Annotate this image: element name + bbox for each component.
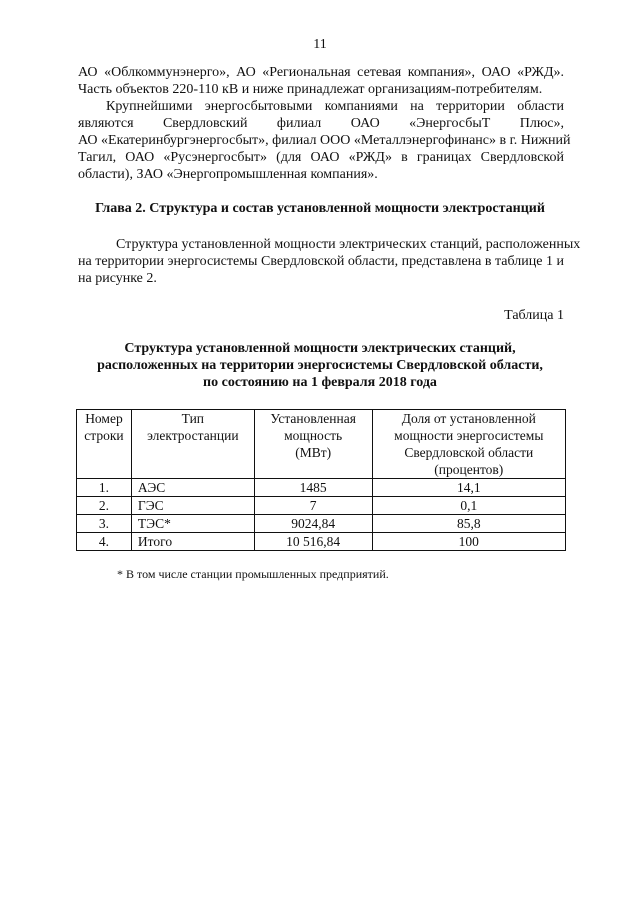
cell-capacity: 9024,84 [254, 515, 372, 533]
cell-capacity: 1485 [254, 479, 372, 497]
header-text: Доля от установленной [401, 411, 536, 426]
header-text: Свердловской области [404, 445, 534, 460]
header-text: Тип [181, 411, 205, 426]
cell-row-number: 2. [77, 497, 132, 515]
header-text: строки [84, 428, 124, 443]
paragraph-2-line-4: Тагил, ОАО «Русэнергосбыт» (для ОАО «РЖД» в границах Свердловской [78, 150, 564, 165]
paragraph-3-line-1: Структура установленной мощности электрических станций, расположенных [116, 237, 581, 252]
cell-station-type: ТЭС* [131, 515, 254, 533]
cell-share: 14,1 [372, 479, 565, 497]
page-number: 11 [313, 37, 327, 52]
cell-row-number: 4. [77, 533, 132, 551]
cell-capacity: 10 516,84 [254, 533, 372, 551]
cell-station-type: АЭС [131, 479, 254, 497]
power-structure-table [76, 409, 566, 551]
header-text: Номер [85, 411, 123, 426]
cell-row-number: 3. [77, 515, 132, 533]
table-title-line-1: Структура установленной мощности электрических станций, [124, 341, 516, 356]
cell-station-type: Итого [131, 533, 254, 551]
table-header-row [77, 410, 566, 479]
chapter-heading: Глава 2. Структура и состав установленной мощности электростанций [95, 201, 545, 216]
header-text: мощность [284, 428, 343, 443]
table-caption: Таблица 1 [504, 308, 564, 323]
table-row [77, 497, 566, 515]
table-title-line-2: расположенных на территории энергосистемы Свердловской области, [97, 358, 543, 373]
table-row [77, 533, 566, 551]
paragraph-2-line-5: области), ЗАО «Энергопромышленная компания». [78, 167, 378, 182]
cell-row-number: 1. [77, 479, 132, 497]
table-row [77, 479, 566, 497]
header-text: Установленная [270, 411, 356, 426]
header-text: (процентов) [434, 462, 504, 477]
header-text: электростанции [147, 428, 239, 443]
table-row [77, 515, 566, 533]
header-capacity [254, 410, 372, 479]
cell-share: 85,8 [372, 515, 565, 533]
paragraph-3-line-3: на рисунке 2. [78, 271, 157, 286]
header-text: (МВт) [295, 445, 332, 460]
cell-share: 0,1 [372, 497, 565, 515]
paragraph-1-line-2: Часть объектов 220-110 кВ и ниже принадлежат организациям-потребителям. [78, 82, 543, 97]
cell-share: 100 [372, 533, 565, 551]
paragraph-2-line-2: являются Свердловский филиал ОАО «ЭнергосбыТ Плюс», [78, 116, 564, 131]
paragraph-3-line-2: на территории энергосистемы Свердловской области, представлена в таблице 1 и [78, 254, 564, 269]
cell-capacity: 7 [254, 497, 372, 515]
table-footnote: * В том числе станции промышленных предприятий. [117, 567, 389, 581]
paragraph-2-line-3: АО «Екатеринбургэнергосбыт», филиал ООО «Металлэнергофинанс» в г. Нижний [78, 133, 571, 148]
table-title-line-3: по состоянию на 1 февраля 2018 года [203, 375, 437, 390]
header-station-type [131, 410, 254, 479]
header-share [372, 410, 565, 479]
paragraph-2-line-1: Крупнейшими энергосбытовыми компаниями на территории области [106, 99, 564, 114]
cell-station-type: ГЭС [131, 497, 254, 515]
header-text: мощности энергосистемы [394, 428, 544, 443]
header-row-number [77, 410, 132, 479]
paragraph-1-line-1: АО «Облкоммунэнерго», АО «Региональная сетевая компания», ОАО «РЖД». [78, 65, 564, 80]
